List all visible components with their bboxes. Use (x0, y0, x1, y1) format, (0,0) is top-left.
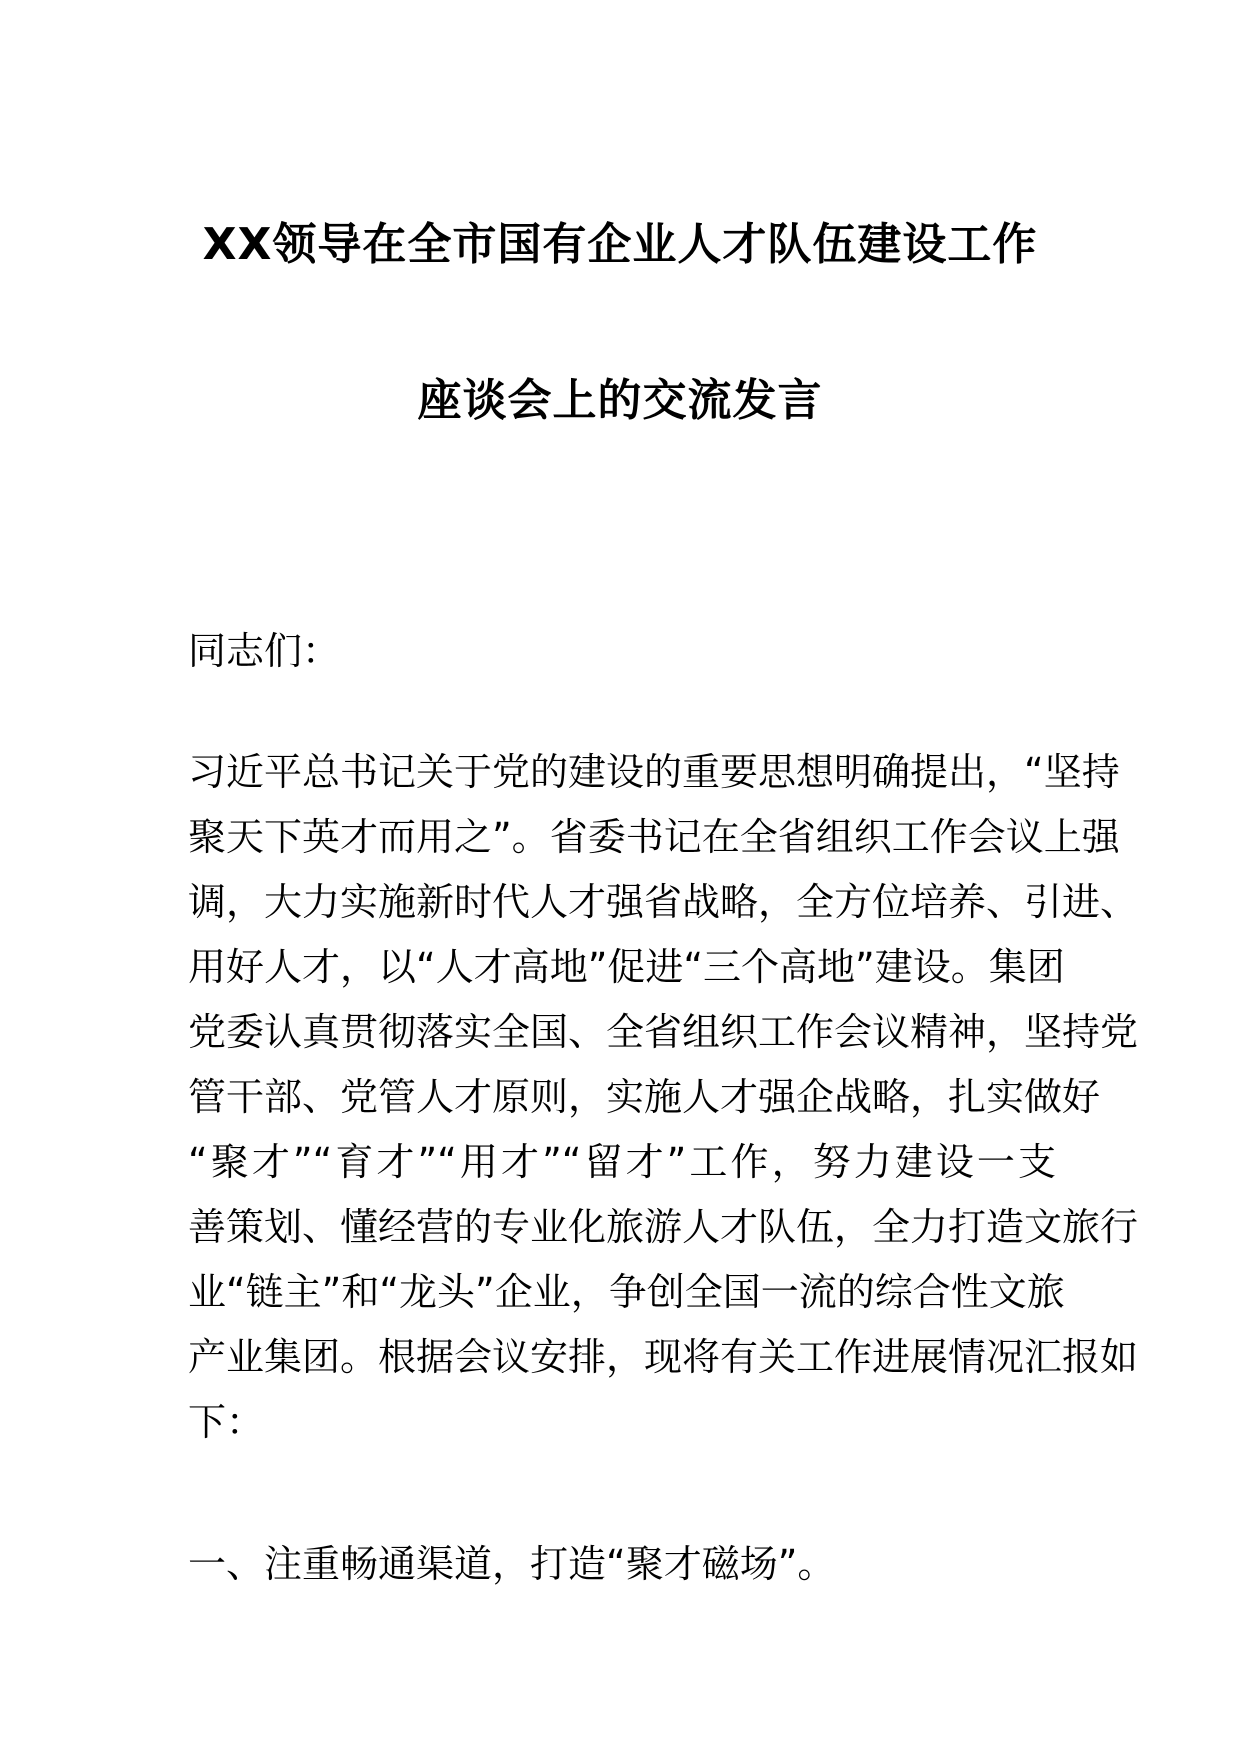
section-heading: 一、注重畅通渠道，打造“聚才磁场”。 (188, 1542, 836, 1586)
paragraph-line: 调，大力实施新时代人才强省战略，全方位培养、引进、 (188, 880, 1139, 924)
document-title-line-1: XX领导在全市国有企业人才队伍建设工作 (202, 219, 1038, 270)
paragraph-line: 习近平总书记关于党的建设的重要思想明确提出，“坚持 (188, 750, 1120, 794)
paragraph-line: 聚天下英才而用之”。省委书记在全省组织工作会议上强 (188, 815, 1120, 859)
document-title-line-2: 座谈会上的交流发言 (417, 375, 823, 426)
paragraph-line: 业“链主”和“龙头”企业，争创全国一流的综合性文旅 (188, 1270, 1065, 1314)
salutation: 同志们： (188, 629, 341, 673)
paragraph-line: 党委认真贯彻落实全国、全省组织工作会议精神，坚持党 (188, 1010, 1139, 1054)
paragraph-line: 下： (188, 1400, 265, 1444)
paragraph-line: 产业集团。根据会议安排，现将有关工作进展情况汇报如 (188, 1335, 1139, 1379)
intro-paragraph (188, 748, 1139, 1463)
paragraph-line: 管干部、党管人才原则，实施人才强企战略，扎实做好 (188, 1075, 1101, 1119)
paragraph-line: 用好人才，以“人才高地”促进“三个高地”建设。集团 (188, 945, 1065, 989)
paragraph-line: “聚才”“育才”“用才”“留才”工作，努力建设一支 (188, 1140, 1056, 1184)
paragraph-line: 善策划、懂经营的专业化旅游人才队伍，全力打造文旅行 (188, 1205, 1139, 1249)
